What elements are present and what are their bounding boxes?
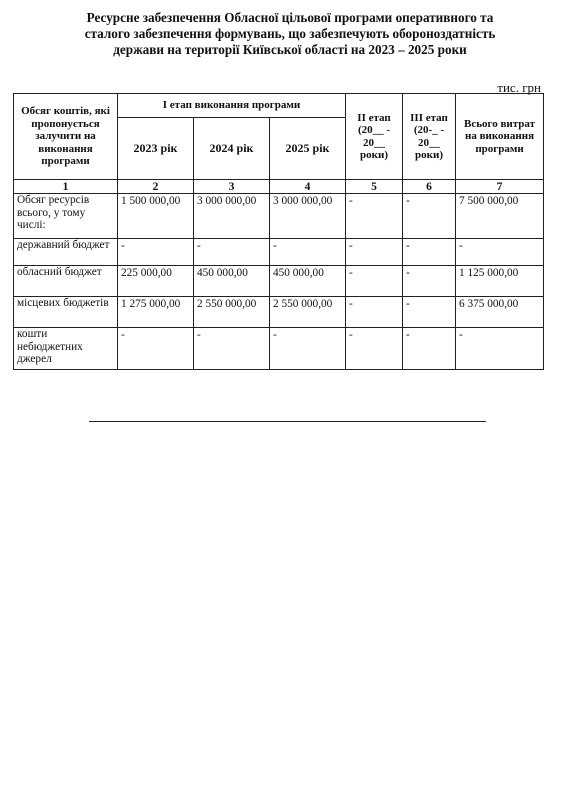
column-number: 5 [346, 180, 403, 194]
cell-total: - [456, 239, 544, 266]
row-label: Обсяг ресурсів всього, у тому числі: [14, 194, 118, 239]
cell-total: 1 125 000,00 [456, 266, 544, 297]
header-stage-1: І етап виконання програми [118, 94, 346, 118]
cell-2023: - [118, 239, 194, 266]
cell-stage-3: - [403, 194, 456, 239]
cell-2024: 450 000,00 [194, 266, 270, 297]
cell-stage-3: - [403, 328, 456, 370]
column-number: 3 [194, 180, 270, 194]
title-line-3: держави на території Київської області на 2023 – 2025 роки [113, 42, 467, 57]
header-year-2023: 2023 рік [118, 118, 194, 180]
cell-2025: 3 000 000,00 [270, 194, 346, 239]
cell-stage-2: - [346, 194, 403, 239]
cell-2024: 3 000 000,00 [194, 194, 270, 239]
table-row [14, 239, 544, 266]
cell-2025: - [270, 239, 346, 266]
cell-stage-3: - [403, 239, 456, 266]
table-row [14, 266, 544, 297]
table-row [14, 194, 544, 239]
cell-stage-3: - [403, 297, 456, 328]
cell-2024: 2 550 000,00 [194, 297, 270, 328]
row-label: кошти небюджетних джерел [14, 328, 118, 370]
cell-2024: - [194, 328, 270, 370]
row-label: державний бюджет [14, 239, 118, 266]
column-number: 1 [14, 180, 118, 194]
column-number: 6 [403, 180, 456, 194]
cell-2025: - [270, 328, 346, 370]
title-line-1: Ресурсне забезпечення Обласної цільової програми оперативного та [86, 10, 494, 25]
cell-stage-2: - [346, 297, 403, 328]
table-row [14, 297, 544, 328]
cell-total: - [456, 328, 544, 370]
header-total: Всього витрат на виконання програми [456, 94, 544, 180]
cell-2025: 2 550 000,00 [270, 297, 346, 328]
column-number: 7 [456, 180, 544, 194]
cell-total: 6 375 000,00 [456, 297, 544, 328]
document-title [40, 10, 540, 58]
table-row [14, 328, 544, 370]
resources-table [13, 93, 544, 370]
column-number: 2 [118, 180, 194, 194]
cell-stage-2: - [346, 239, 403, 266]
cell-2024: - [194, 239, 270, 266]
row-label: обласний бюджет [14, 266, 118, 297]
closing-divider-line [89, 421, 486, 422]
cell-stage-3: - [403, 266, 456, 297]
cell-total: 7 500 000,00 [456, 194, 544, 239]
column-numbers-row [14, 180, 544, 194]
row-label: місцевих бюджетів [14, 297, 118, 328]
cell-stage-2: - [346, 328, 403, 370]
title-line-2: сталого забезпечення формувань, що забезпечують обороноздатність [84, 26, 496, 41]
header-year-2024: 2024 рік [194, 118, 270, 180]
header-stage-2: ІІ етап (20__ - 20__ роки) [346, 94, 403, 180]
cell-2023: 1 500 000,00 [118, 194, 194, 239]
units-label: тис. грн [497, 80, 541, 95]
cell-2023: 225 000,00 [118, 266, 194, 297]
cell-2025: 450 000,00 [270, 266, 346, 297]
cell-2023: - [118, 328, 194, 370]
cell-2023: 1 275 000,00 [118, 297, 194, 328]
cell-stage-2: - [346, 266, 403, 297]
header-source: Обсяг коштів, які пропонується залучити на виконання програми [14, 94, 118, 180]
header-stage-3: ІІІ етап (20-_ - 20__ роки) [403, 94, 456, 180]
column-number: 4 [270, 180, 346, 194]
header-year-2025: 2025 рік [270, 118, 346, 180]
